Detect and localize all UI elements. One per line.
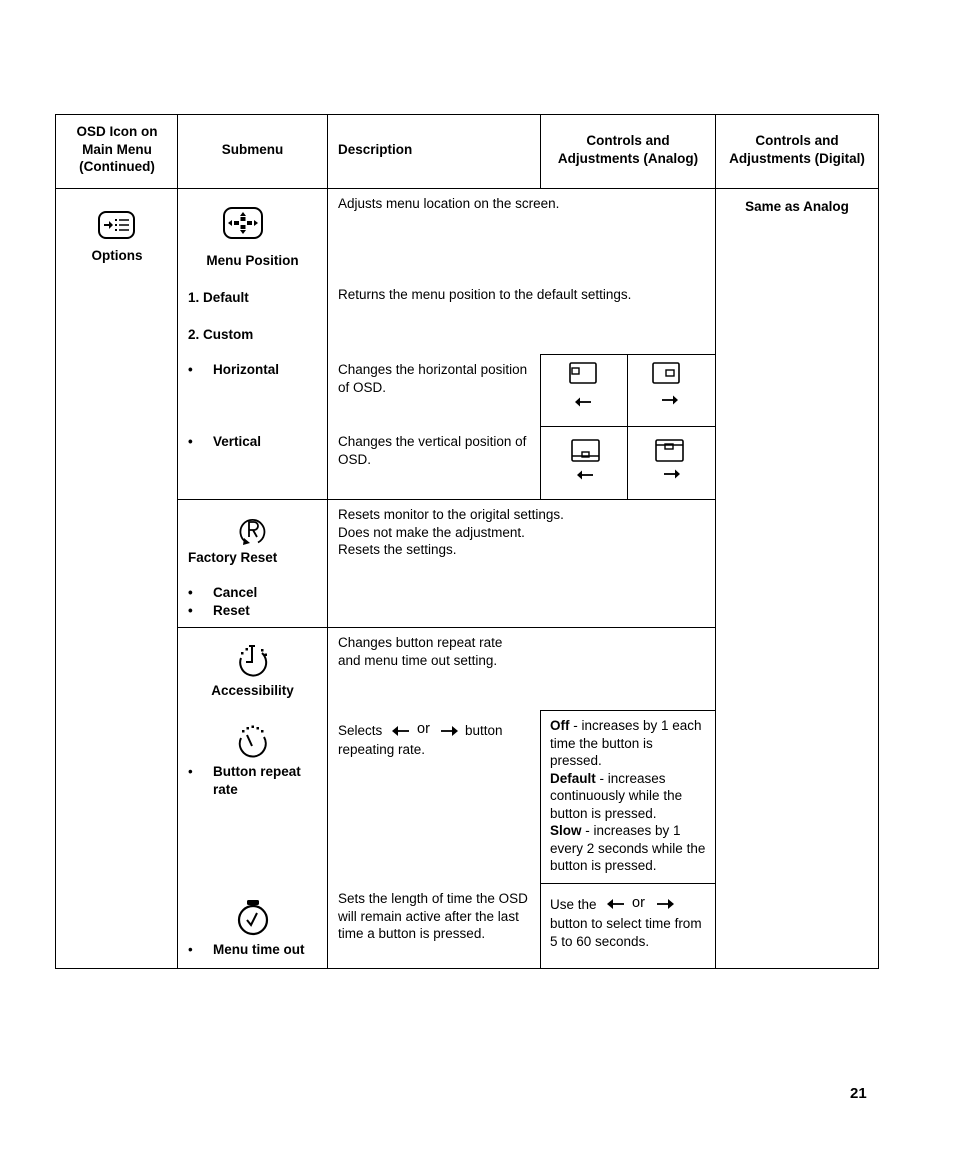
- header-osd-icon: OSD Icon on Main Menu (Continued): [76, 124, 158, 174]
- left-arrow-icon: [607, 898, 625, 910]
- horizontal-label: Horizontal: [213, 362, 279, 377]
- button-repeat-desc-line2: repeating rate.: [338, 742, 426, 757]
- menu-timeout-ctrl-or: or: [632, 895, 645, 911]
- horizontal-description: Changes the horizontal position of OSD.: [338, 362, 528, 395]
- slow-option-label: Slow: [550, 823, 582, 838]
- menu-timeout-ctrl-post: button to select time from 5 to 60 seconds.: [550, 916, 702, 949]
- button-repeat-icon: [236, 725, 270, 759]
- header-submenu: Submenu: [221, 142, 284, 157]
- menu-timeout-ctrl-pre: Use the: [550, 897, 597, 912]
- right-arrow-icon: [440, 725, 458, 737]
- repeat-rate-options: [550, 717, 708, 875]
- default-option-label: 1. Default: [188, 290, 249, 305]
- button-repeat-desc-or: or: [417, 721, 430, 737]
- off-option-text: - increases by 1 each time the button is pressed.: [550, 718, 702, 768]
- factory-reset-desc-line1: Resets monitor to the origital settings.: [338, 507, 564, 522]
- custom-option-label: 2. Custom: [188, 327, 254, 342]
- options-label: Options: [91, 248, 143, 263]
- reset-bullet: •: [188, 603, 193, 618]
- options-menu-icon: [98, 211, 135, 239]
- button-repeat-desc-pre: Selects: [338, 723, 383, 738]
- vertical-label: Vertical: [213, 434, 262, 449]
- factory-reset-icon: [238, 516, 268, 548]
- osd-down-position-icon: [571, 439, 601, 484]
- osd-left-position-icon: [569, 362, 599, 407]
- header-description: Description: [338, 142, 413, 157]
- menu-timeout-description: Sets the length of time the OSD will remain active after the last time a button is pressed.: [338, 891, 528, 941]
- cancel-bullet: •: [188, 585, 193, 600]
- button-repeat-desc-post: button: [465, 723, 503, 738]
- osd-right-position-icon: [652, 362, 682, 407]
- right-arrow-icon: [656, 898, 674, 910]
- menu-position-description: Adjusts menu location on the screen.: [338, 196, 560, 211]
- factory-reset-title: Factory Reset: [188, 550, 278, 565]
- off-option-label: Off: [550, 718, 570, 733]
- default-rate-label: Default: [550, 770, 596, 786]
- default-rate-text: - increases continuously while the button is pressed.: [550, 770, 683, 821]
- default-option-description: Returns the menu position to the default settings.: [338, 287, 632, 302]
- accessibility-description: Changes button repeat rate and menu time out setting.: [338, 635, 503, 668]
- cancel-label: Cancel: [213, 585, 258, 600]
- left-arrow-icon: [392, 725, 410, 737]
- button-repeat-bullet: •: [188, 764, 193, 779]
- menu-position-title: Menu Position: [206, 253, 299, 268]
- accessibility-title: Accessibility: [211, 683, 294, 698]
- horizontal-bullet: •: [188, 362, 193, 377]
- menu-position-icon: [223, 207, 263, 239]
- digital-same-as-analog: Same as Analog: [745, 199, 849, 214]
- button-repeat-label: Button repeat rate: [213, 764, 301, 797]
- reset-label: Reset: [213, 603, 250, 618]
- accessibility-icon: [236, 644, 270, 680]
- stopwatch-icon: [236, 899, 270, 937]
- header-analog: Controls and Adjustments (Analog): [557, 133, 699, 166]
- vertical-bullet: •: [188, 434, 193, 449]
- factory-reset-desc-line3: Resets the settings.: [338, 542, 457, 557]
- menu-timeout-bullet: •: [188, 942, 193, 957]
- osd-up-position-icon: [655, 439, 685, 484]
- vertical-description: Changes the vertical position of OSD.: [338, 434, 527, 467]
- header-digital: Controls and Adjustments (Digital): [729, 133, 865, 166]
- page-number: 21: [850, 1085, 867, 1102]
- menu-timeout-label: Menu time out: [213, 942, 305, 957]
- factory-reset-desc-line2: Does not make the adjustment.: [338, 525, 525, 540]
- slow-option-text: - increases by 1 every 2 seconds while the button is pressed.: [550, 823, 706, 873]
